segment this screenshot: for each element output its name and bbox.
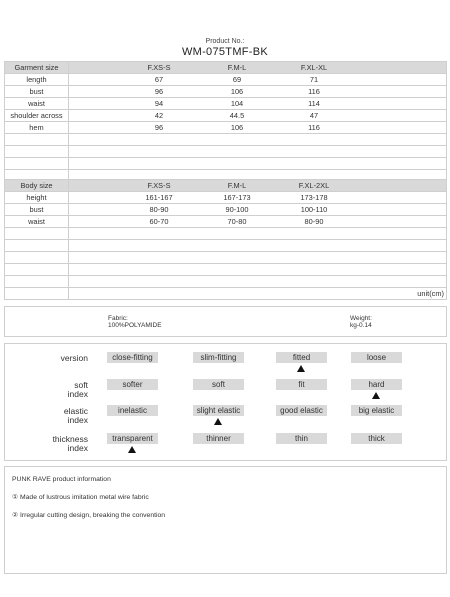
fabric-weight-box bbox=[4, 306, 447, 337]
body-row-values bbox=[69, 204, 447, 216]
garment-value: 96 bbox=[154, 123, 164, 132]
garment-header-label: Garment size bbox=[5, 62, 69, 74]
index-row bbox=[5, 431, 446, 453]
body-value: 100-110 bbox=[300, 205, 328, 214]
index-option: slim-fitting bbox=[193, 352, 244, 363]
body-value: 90-100 bbox=[225, 205, 249, 214]
garment-row-values bbox=[69, 74, 447, 86]
garment-value: 67 bbox=[154, 75, 164, 84]
empty-cell bbox=[5, 264, 69, 276]
index-option: fitted bbox=[276, 352, 327, 363]
body-value: 161-167 bbox=[145, 193, 173, 202]
body-value: 60-70 bbox=[149, 217, 169, 226]
index-option: transparent bbox=[107, 433, 158, 444]
empty-row bbox=[5, 146, 447, 158]
index-label: version bbox=[60, 353, 88, 363]
body-value: 173-178 bbox=[300, 193, 328, 202]
empty-cell bbox=[69, 252, 447, 264]
body-row-label: height bbox=[5, 192, 69, 204]
table-row bbox=[5, 86, 447, 98]
body-row-values bbox=[69, 192, 447, 204]
garment-row-label: length bbox=[5, 74, 69, 86]
info-item-2: ② Irregular cutting design, breaking the convention bbox=[12, 512, 166, 519]
garment-header-sizes bbox=[69, 62, 447, 74]
table-row bbox=[5, 204, 447, 216]
fabric-value: 100%POLYAMIDE bbox=[108, 322, 162, 329]
index-option: good elastic bbox=[276, 405, 327, 416]
body-size-header: F.XL-2XL bbox=[298, 181, 330, 190]
garment-index-box bbox=[4, 343, 447, 461]
empty-row bbox=[5, 252, 447, 264]
garment-value: 94 bbox=[154, 99, 164, 108]
empty-row bbox=[5, 288, 447, 300]
table-row bbox=[5, 98, 447, 110]
body-header-sizes bbox=[69, 180, 447, 192]
body-value: 80-90 bbox=[304, 217, 324, 226]
garment-header-row bbox=[5, 62, 447, 74]
body-header-label: Body size bbox=[5, 180, 69, 192]
weight-value: kg-0.14 bbox=[350, 322, 372, 329]
empty-cell bbox=[5, 134, 69, 146]
index-option: soft bbox=[193, 379, 244, 390]
index-option: inelastic bbox=[107, 405, 158, 416]
garment-value: 116 bbox=[308, 87, 320, 96]
garment-value: 44.5 bbox=[229, 111, 245, 120]
empty-cell bbox=[5, 240, 69, 252]
index-option: close-fitting bbox=[107, 352, 158, 363]
index-label: elastic index bbox=[63, 406, 88, 425]
garment-value: 114 bbox=[308, 99, 320, 108]
body-value: 70-80 bbox=[227, 217, 247, 226]
garment-size-header: F.XL-XL bbox=[300, 63, 328, 72]
product-header bbox=[0, 38, 450, 59]
body-value: 167-173 bbox=[223, 193, 251, 202]
weight-label: Weight: bbox=[350, 315, 372, 322]
selected-triangle-icon bbox=[128, 446, 136, 453]
empty-cell bbox=[69, 134, 447, 146]
index-option: fit bbox=[276, 379, 327, 390]
empty-row bbox=[5, 134, 447, 146]
garment-row-label: shoulder across bbox=[5, 110, 69, 122]
garment-row-values bbox=[69, 98, 447, 110]
garment-value: 42 bbox=[154, 111, 164, 120]
body-value: 80-90 bbox=[149, 205, 169, 214]
empty-cell bbox=[5, 252, 69, 264]
garment-size-table bbox=[4, 61, 447, 182]
garment-row-values bbox=[69, 122, 447, 134]
empty-cell bbox=[5, 158, 69, 170]
garment-row-values bbox=[69, 110, 447, 122]
garment-value: 106 bbox=[230, 87, 244, 96]
index-row bbox=[5, 350, 446, 372]
garment-row-label: bust bbox=[5, 86, 69, 98]
info-item-1: ① Made of lustrous imitation metal wire fabric bbox=[12, 494, 149, 501]
unit-label: unit(cm) bbox=[417, 289, 444, 298]
table-row bbox=[5, 192, 447, 204]
table-row bbox=[5, 110, 447, 122]
empty-cell bbox=[5, 228, 69, 240]
empty-cell bbox=[69, 288, 447, 300]
product-code: WM-075TMF-BK bbox=[181, 46, 269, 58]
garment-size-header: F.XS-S bbox=[147, 63, 171, 72]
table-row bbox=[5, 74, 447, 86]
index-option: hard bbox=[351, 379, 402, 390]
garment-value: 96 bbox=[154, 87, 164, 96]
body-row-label: waist bbox=[5, 216, 69, 228]
garment-size-header: F.M-L bbox=[227, 63, 247, 72]
empty-row bbox=[5, 228, 447, 240]
index-option: thinner bbox=[193, 433, 244, 444]
fabric-label: Fabric: bbox=[108, 315, 128, 322]
index-row bbox=[5, 403, 446, 425]
garment-value: 106 bbox=[230, 123, 244, 132]
empty-cell bbox=[5, 276, 69, 288]
index-option: thin bbox=[276, 433, 327, 444]
index-label: soft index bbox=[67, 380, 88, 399]
body-header-row bbox=[5, 180, 447, 192]
empty-cell bbox=[69, 276, 447, 288]
empty-row bbox=[5, 264, 447, 276]
body-size-table bbox=[4, 179, 447, 300]
table-row bbox=[5, 122, 447, 134]
body-row-values bbox=[69, 216, 447, 228]
index-row bbox=[5, 377, 446, 399]
selected-triangle-icon bbox=[372, 392, 380, 399]
info-title: PUNK RAVE product information bbox=[12, 476, 111, 483]
garment-value: 71 bbox=[309, 75, 319, 84]
empty-cell bbox=[69, 240, 447, 252]
empty-row bbox=[5, 158, 447, 170]
garment-row-values bbox=[69, 86, 447, 98]
index-option: loose bbox=[351, 352, 402, 363]
product-number-label: Product No.: bbox=[205, 38, 245, 45]
index-option: thick bbox=[351, 433, 402, 444]
garment-value: 116 bbox=[308, 123, 320, 132]
empty-row bbox=[5, 240, 447, 252]
empty-row bbox=[5, 276, 447, 288]
empty-cell bbox=[69, 146, 447, 158]
garment-value: 47 bbox=[309, 111, 319, 120]
empty-cell bbox=[69, 158, 447, 170]
index-option: softer bbox=[107, 379, 158, 390]
product-info-box bbox=[4, 466, 447, 574]
garment-row-label: waist bbox=[5, 98, 69, 110]
garment-row-label: hem bbox=[5, 122, 69, 134]
body-size-header: F.M-L bbox=[227, 181, 247, 190]
garment-value: 69 bbox=[232, 75, 242, 84]
index-option: big elastic bbox=[351, 405, 402, 416]
empty-cell bbox=[69, 264, 447, 276]
empty-cell bbox=[69, 228, 447, 240]
empty-cell bbox=[5, 146, 69, 158]
garment-value: 104 bbox=[230, 99, 244, 108]
body-size-header: F.XS-S bbox=[147, 181, 171, 190]
body-row-label: bust bbox=[5, 204, 69, 216]
selected-triangle-icon bbox=[297, 365, 305, 372]
selected-triangle-icon bbox=[214, 418, 222, 425]
index-option: slight elastic bbox=[193, 405, 244, 416]
table-row bbox=[5, 216, 447, 228]
index-label: thickness index bbox=[52, 434, 88, 453]
empty-cell bbox=[5, 288, 69, 300]
